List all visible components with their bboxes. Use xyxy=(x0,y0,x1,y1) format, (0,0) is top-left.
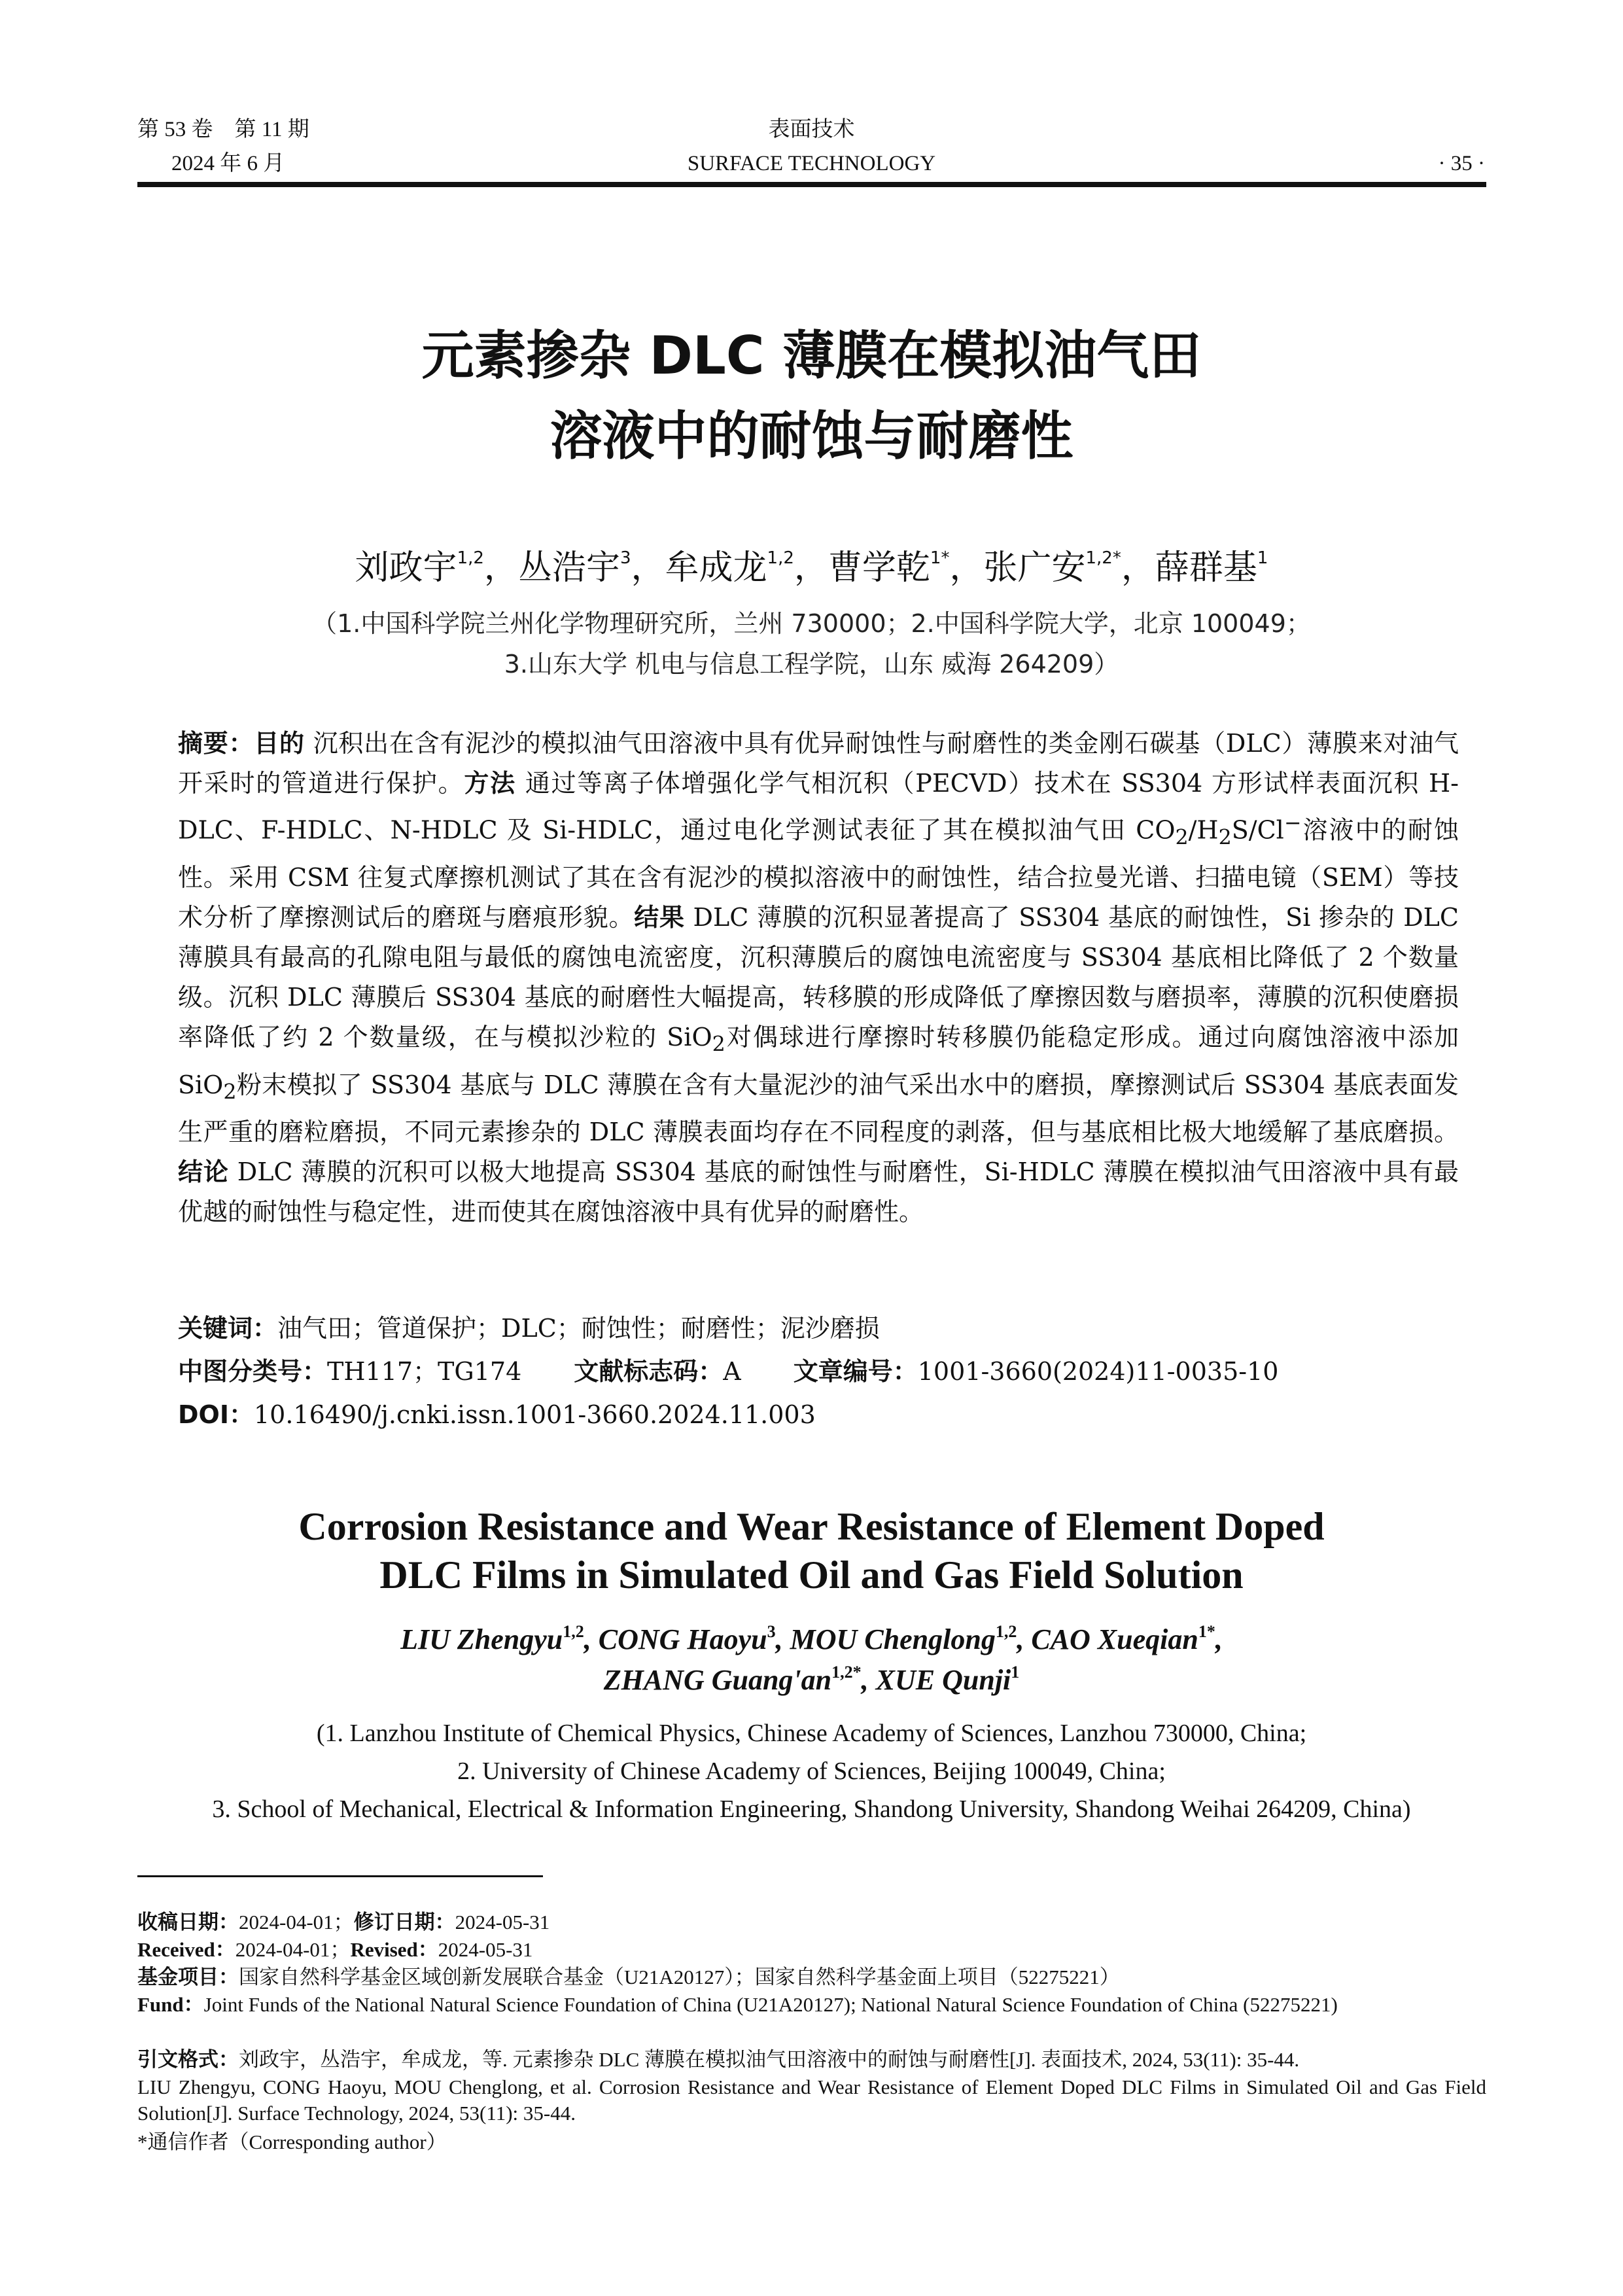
method-label: 方法 xyxy=(464,769,516,798)
subscript: 2 xyxy=(712,1033,725,1057)
affiliations-zh-line2: 3.山东大学 机电与信息工程学院，山东 威海 264209） xyxy=(504,650,1119,679)
fund-en xyxy=(137,1992,1486,2018)
fund-label-zh: 基金项目： xyxy=(137,1966,239,1989)
affiliations-en-line3: 3. School of Mechanical, Electrical & Information Engineering, Shandong University, Shandong Weihai 264209, China) xyxy=(212,1795,1411,1823)
volume-issue: 第 53 卷 第 11 期 xyxy=(137,118,309,141)
clc-value: TH117；TG174 xyxy=(327,1357,522,1386)
fund-text-en: Joint Funds of the National Natural Science Foundation of China (U21A20127); National Natural Science Foundation of China (52275221) xyxy=(203,1993,1338,2016)
revised-label-zh: 修订日期： xyxy=(353,1911,455,1934)
author-zh: 薛群基 xyxy=(1155,548,1257,588)
authors-zh: 刘政宇$^{1,2}$，丛浩宇$^3$，牟成龙$^{1,2}$，曹学乾$^{1*}$，张广安$^{1,2*}$，薛群基$^1$ xyxy=(355,548,1268,588)
classification xyxy=(178,1353,1459,1390)
keywords-label: 关键词： xyxy=(178,1314,278,1343)
subscript: 2 xyxy=(1218,826,1232,850)
received-label-zh: 收稿日期： xyxy=(137,1911,239,1934)
article-number-label: 文章编号： xyxy=(793,1357,918,1386)
footnote-rule xyxy=(137,1875,543,1877)
article-number-value: 1001-3660(2024)11-0035-10 xyxy=(917,1357,1279,1386)
affiliations-en-line2: 2. University of Chinese Academy of Sciences, Beijing 100049, China; xyxy=(457,1757,1166,1785)
doi-label: DOI： xyxy=(178,1400,254,1429)
results-label: 结果 xyxy=(634,903,685,932)
author-affiliation-mark: 1* xyxy=(1198,1622,1215,1641)
title-zh-line1: 元素掺杂 DLC 薄膜在模拟油气田 xyxy=(421,325,1202,386)
abstract xyxy=(178,724,1459,1232)
citation-label-zh: 引文格式： xyxy=(137,2048,239,2072)
method-text: S/Cl xyxy=(1231,815,1284,845)
clc-label: 中图分类号： xyxy=(178,1357,328,1386)
author-zh: 曹学乾 xyxy=(828,548,930,588)
revised-label-en: Revised： xyxy=(350,1938,438,1961)
journal-name-zh: 表面技术 xyxy=(768,118,855,141)
received-date-en: 2024-04-01； xyxy=(235,1938,351,1961)
results-text: DLC 薄膜的沉积显著提高了 SS304 基底的耐蚀性，Si 掺杂的 DLC 薄膜具有最高的孔隙电阻与最低的腐蚀电流密度，沉积薄膜后的腐蚀电流密度与 SS304 基底相比降低了 2 个数量级。沉积 DLC 薄膜后 SS304 基底的耐磨性大幅提高，转移膜的形成降低了摩擦因数与磨损率，薄膜的沉积使磨损率降低了约 2 个数量级，在与模拟沙粒的 SiO xyxy=(178,903,1459,1052)
citation-zh xyxy=(137,2047,1486,2073)
author-en: CONG Haoyu xyxy=(598,1623,767,1655)
author-affiliation-mark: 3 xyxy=(767,1622,776,1641)
affiliations-zh-line1: （1.中国科学院兰州化学物理研究所，兰州 730000；2.中国科学院大学，北京 100049； xyxy=(312,609,1311,638)
keywords xyxy=(178,1310,1459,1347)
superscript: − xyxy=(1283,811,1302,835)
conclusion-text: DLC 薄膜的沉积可以极大地提高 SS304 基底的耐蚀性与耐磨性，Si-HDLC 薄膜在模拟油气田溶液中具有最优越的耐蚀性与稳定性，进而使其在腐蚀溶液中具有优异的耐磨性。 xyxy=(178,1157,1459,1227)
objective-text: 沉积出在含有泥沙的模拟油气田溶液中具有优异耐蚀性与耐磨性的类金刚石碳基（DLC）薄膜来对油气开采时的管道进行保护。 xyxy=(178,729,1459,798)
author-en: ZHANG Guang'an xyxy=(603,1664,832,1696)
subscript: 2 xyxy=(1175,826,1189,850)
author-zh: 张广安 xyxy=(983,548,1086,588)
author-affiliation-mark: 1,2* xyxy=(1085,548,1121,568)
received-dates-en xyxy=(137,1937,1486,1963)
title-en-line2: DLC Films in Simulated Oil and Gas Field Solution xyxy=(379,1553,1244,1597)
author-en: XUE Qunji xyxy=(875,1664,1011,1696)
author-affiliation-mark: 1* xyxy=(930,548,950,568)
revised-date-en: 2024-05-31 xyxy=(438,1938,533,1961)
author-affiliation-mark: 1,2 xyxy=(457,548,484,568)
author-separator: , xyxy=(584,1623,599,1655)
citation-text-zh: 刘政宇，丛浩宇，牟成龙，等. 元素掺杂 DLC 薄膜在模拟油气田溶液中的耐蚀与耐磨性[J]. 表面技术, 2024, 53(11): 35-44. xyxy=(239,2048,1300,2071)
author-zh: 刘政宇 xyxy=(355,548,457,588)
author-separator: , xyxy=(775,1623,790,1655)
revised-date-zh: 2024-05-31 xyxy=(455,1911,550,1934)
doc-code-label: 文献标志码： xyxy=(574,1357,724,1386)
title-en-line1: Corrosion Resistance and Wear Resistance of Element Doped xyxy=(298,1505,1325,1548)
publication-date: 2024 年 6 月 xyxy=(171,152,285,175)
conclusion-label: 结论 xyxy=(178,1157,229,1187)
author-en: MOU Chenglong xyxy=(790,1623,996,1655)
title-zh-line2: 溶液中的耐蚀与耐磨性 xyxy=(550,406,1073,467)
author-zh: 丛浩宇 xyxy=(517,548,620,588)
journal-name-en: SURFACE TECHNOLOGY xyxy=(687,152,936,175)
method-text: 通过等离子体增强化学气相沉积（PECVD）技术在 SS304 方形试样表面沉积 H-DLC、F-HDLC、N-HDLC 及 Si-HDLC，通过电化学测试表征了其在模拟油气田 CO xyxy=(178,769,1459,845)
method-text: /H xyxy=(1188,815,1219,845)
author-affiliation-mark: 1,2 xyxy=(767,548,794,568)
author-affiliation-mark: 3 xyxy=(620,548,631,568)
author-separator: , xyxy=(1215,1623,1223,1655)
author-affiliation-mark: 1,2 xyxy=(995,1622,1017,1641)
doi xyxy=(178,1396,1459,1433)
author-en: CAO Xueqian xyxy=(1031,1623,1198,1655)
page-number: · 35 · xyxy=(1438,152,1485,175)
fund-zh xyxy=(137,1964,1486,1990)
doi-link[interactable]: 10.16490/j.cnki.issn.1001-3660.2024.11.003 xyxy=(254,1400,816,1429)
author-en: LIU Zhengyu xyxy=(400,1623,563,1655)
author-separator: , xyxy=(1017,1623,1032,1655)
results-text: 粉末模拟了 SS304 基底与 DLC 薄膜在含有大量泥沙的油气采出水中的磨损，摩擦测试后 SS304 基底表面发生严重的磨粒磨损，不同元素掺杂的 DLC 薄膜表面均存在不同程度的剥落，但与基底相比极大地缓解了基底磨损。 xyxy=(178,1070,1459,1147)
received-label-en: Received： xyxy=(137,1938,236,1961)
subscript: 2 xyxy=(223,1080,237,1104)
author-affiliation-mark: 1,2* xyxy=(831,1663,862,1682)
objective-label: 目的 xyxy=(254,729,305,758)
authors-en-line2 xyxy=(0,1653,1623,1700)
affiliations-en-line1: (1. Lanzhou Institute of Chemical Physics, Chinese Academy of Sciences, Lanzhou 730000, China; xyxy=(316,1720,1307,1747)
doc-code-value: A xyxy=(723,1357,741,1386)
results-text: 对偶球进行摩擦时转移膜仍能稳定形成。通过向腐蚀溶液中添加 SiO xyxy=(178,1023,1459,1099)
fund-text-zh: 国家自然科学基金区域创新发展联合基金（U21A20127）；国家自然科学基金面上项目（52275221） xyxy=(239,1966,1120,1988)
fund-label-en: Fund： xyxy=(137,1993,204,2016)
author-affiliation-mark: 1 xyxy=(1011,1663,1020,1682)
received-dates-zh xyxy=(137,1909,1486,1935)
author-affiliation-mark: 1,2 xyxy=(563,1622,584,1641)
author-affiliation-mark: 1 xyxy=(1257,548,1268,568)
header-rule xyxy=(137,182,1486,187)
method-text: 溶液中的耐蚀性。采用 CSM 往复式摩擦机测试了其在含有泥沙的模拟溶液中的耐蚀性，结合拉曼光谱、扫描电镜（SEM）等技术分析了摩擦测试后的磨斑与磨痕形貌。 xyxy=(178,815,1459,932)
abstract-label: 摘要： xyxy=(178,729,254,758)
author-separator: , xyxy=(861,1664,876,1696)
corresponding-author-note: *通信作者（Corresponding author） xyxy=(137,2130,447,2153)
citation-en: LIU Zhengyu, CONG Haoyu, MOU Chenglong, et al. Corrosion Resistance and Wear Resistance of Element Doped DLC Films in Simulated Oil and Gas Field Solution[J]. Surface Technology, 2024, 53(11): 35-44. xyxy=(137,2075,1486,2125)
keywords-text: 油气田；管道保护；DLC；耐蚀性；耐磨性；泥沙磨损 xyxy=(277,1314,880,1343)
received-date-zh: 2024-04-01； xyxy=(239,1911,354,1934)
author-zh: 牟成龙 xyxy=(665,548,767,588)
